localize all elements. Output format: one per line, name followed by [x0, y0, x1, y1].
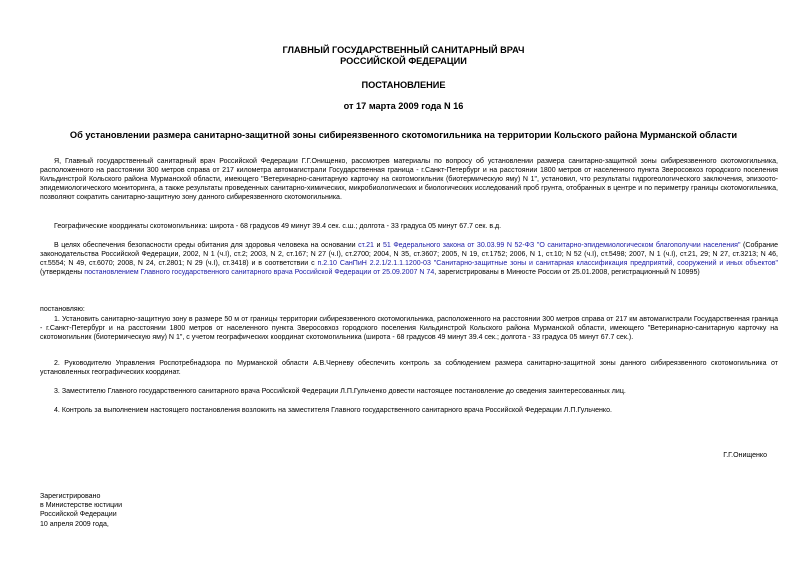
preamble-text-1: Я, Главный государственный санитарный врач Российской Федерации Г.Г.Онищенко, рассмотрев материалы по вопросу об установлении размера санитарно-защитной зоны сибиреязвенного скотомогильника, расположенного на расстоянии 300 метров справа от 217 километра автомагистрали Государственная граница - г.Санкт-Петербург и на расстоянии 1800 метров от населенного пункта Зверосовхоз городского поселения Кильдинстрой Кольского района Мурманской области, имеющего "Ветеринарно-санитарную карточку на скотомогильник (биотермическую яму) N 1", установил, что результаты гидрогеологического заключения, эпизоото-эпидемиологического мониторинга, а также результаты проведенных санитарно-химических, микробиологических и биологических исследований проб грунта, отобранных в центре и по периметру границы скотомогильника, позволяют сократить санитарно-защитную зону данного сибиреязвенного скотомогильника. — [40, 158, 778, 201]
item-4-text: 4. Контроль за выполнением настоящего постановления возложить на заместителя Главного государственного санитарного врача Российской Федерации Л.П.Гульченко. — [54, 407, 612, 414]
authority-line-1: ГЛАВНЫЙ ГОСУДАРСТВЕННЫЙ САНИТАРНЫЙ ВРАЧ — [282, 45, 525, 55]
item-4 — [40, 407, 778, 416]
registration-block — [40, 492, 122, 529]
link-resolution-74[interactable]: постановлением Главного государственного санитарного врача Российской Федерации от 25.09.2007 N 74 — [84, 268, 435, 276]
preamble-paragraph-1 — [40, 158, 778, 203]
item-3-text: 3. Заместителю Главного государственного санитарного врача Российской Федерации Л.П.Гульченко довести настоящее постановление до сведения заинтересованных лиц. — [54, 388, 626, 395]
item-2 — [40, 360, 778, 378]
legal-basis-text-a: В целях обеспечения безопасности среды обитания для здоровья человека на основании — [54, 242, 359, 249]
legal-basis-text-e: , зарегистрированы в Минюсте России от 25.01.2008, регистрационный N 10995) — [434, 268, 700, 276]
document-title: Об установлении размера санитарно-защитной зоны сибиреязвенного скотомогильника на территории Кольского района Мурманской области — [69, 130, 738, 140]
item-2-text: 2. Руководителю Управления Роспотребнадзора по Мурманской области А.В.Черневу обеспечить контроль за соблюдением размера санитарно-защитной зоны данного сибиреязвенного скотомогильника от установленных географических координат. — [40, 360, 778, 376]
item-3 — [40, 388, 778, 397]
legal-basis-text-b: и — [373, 242, 383, 249]
registration-line-2: в Министерстве юстиции — [40, 502, 123, 510]
legal-basis-text-c: (Собрание законодательства Российской Федерации, 2002, N 1 (ч.I), ст.2; 2003, N 2, ст.167; N 27 (ч.I), ст.2700; 2004, N 35, ст.3607; 2005, N 19, ст.1752; 2006, N 1, ст.10; N 52 (ч.I), ст.5498; 2007, N 1 (ч.I), ст.21, 29; N 27, ст.3213; N 46, ст.5554; N 49, ст.6070; 2008, N 24, ст.2801; N 29 (ч.I), ст.3418) и в соответствии с — [40, 242, 778, 267]
item-1 — [40, 316, 778, 343]
document-type: ПОСТАНОВЛЕНИЕ — [361, 80, 446, 90]
registration-line-3: Российской Федерации — [40, 511, 117, 519]
registration-line-4: 10 апреля 2009 года, — [40, 520, 109, 528]
registration-line-1: Зарегистрировано — [40, 493, 101, 500]
coordinates-text: Географические координаты скотомогильника: широта - 68 градусов 49 минут 39.4 сек. с.ш.; долгота - 33 градуса 05 минут 67.7 сек. в.д. — [54, 223, 502, 230]
signature: Г.Г.Онищенко — [723, 452, 767, 459]
link-sanpin-clause[interactable]: п.2.10 СанПиН 2.2.1/2.1.1.1200-03 "Санитарно-защитные зоны и санитарная классификация предприятий, сооружений и иных объектов" — [317, 259, 778, 267]
issuing-authority — [0, 45, 807, 67]
item-1-text: 1. Установить санитарно-защитную зону в размере 50 м от границы территории сибиреязвенного скотомогильника, расположенного на расстоянии 300 метров справа от 217 км автомагистрали Государственная граница - г.Санкт-Петербург и на расстоянии 1800 метров от населенного пункта Зверосовхоз городского поселения Кильдинстрой Кольского района Мурманской области, имеющего "Ветеринарно-санитарную карточку на скотомогильник (биотермическую яму) N 1", с учетом географических координат скотомогильника (широта - 68 градусов 49 минут 39.4 сек.; долгота - 33 градуса 05 минут 67.7 сек.). — [40, 316, 778, 341]
authority-line-2: РОССИЙСКОЙ ФЕДЕРАЦИИ — [340, 56, 467, 66]
coordinates-paragraph — [40, 223, 778, 232]
link-article-21[interactable]: ст.21 — [358, 242, 374, 249]
decree-word: постановляю: — [40, 306, 85, 313]
legal-basis-paragraph — [40, 242, 778, 278]
document-date-number: от 17 марта 2009 года N 16 — [343, 101, 464, 111]
legal-basis-text-d: (утверждены — [40, 268, 85, 276]
link-federal-law-52fz[interactable]: 51 Федерального закона от 30.03.99 N 52-ФЗ "О санитарно-эпидемиологическом благополучии населения" — [382, 242, 741, 249]
